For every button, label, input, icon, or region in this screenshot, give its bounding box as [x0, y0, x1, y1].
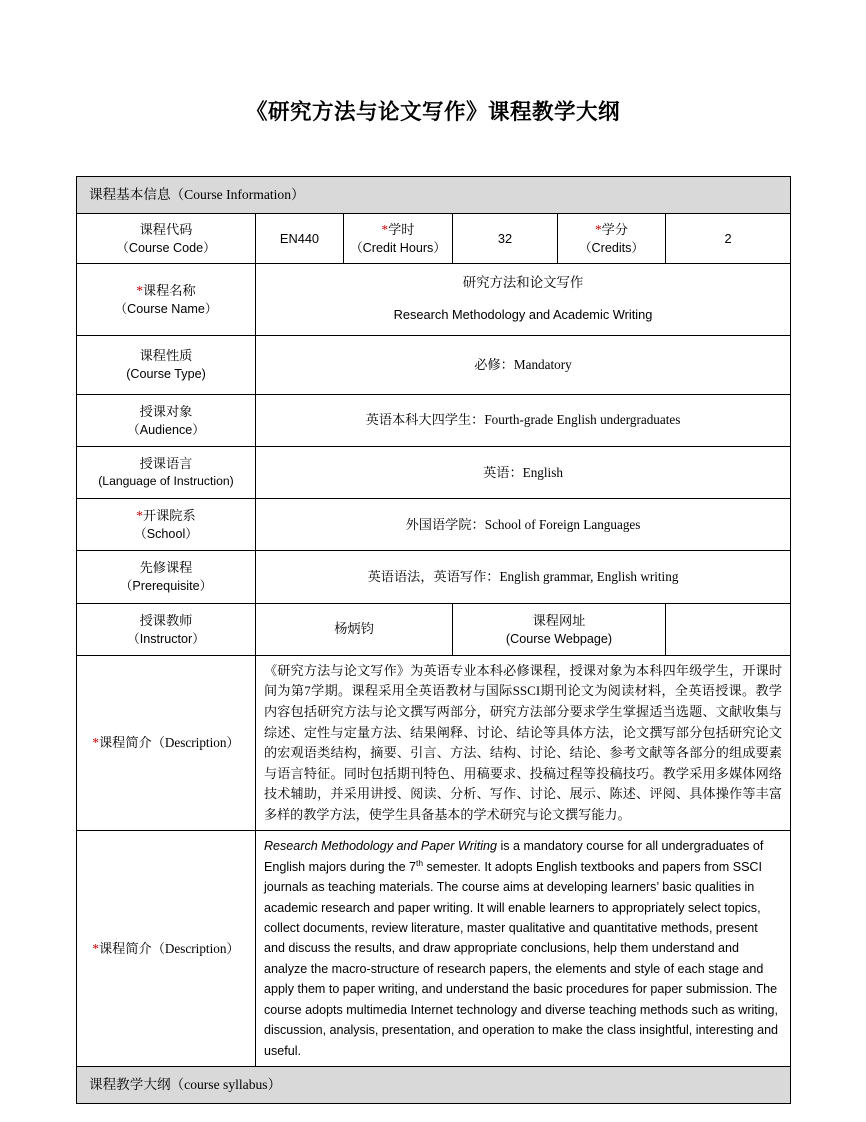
description-english-part-1: is a mandatory course for all undergraduates of English majors during the 7	[264, 839, 764, 874]
label-credits-en: （Credits）	[578, 241, 645, 256]
table-row-description-chinese	[77, 655, 791, 830]
label-audience-cn: 授课对象	[139, 403, 193, 419]
label-prerequisite-cn: 先修课程	[139, 560, 193, 576]
value-prerequisite: 英语语法，英语写作：English grammar, English writing	[256, 551, 791, 603]
label-course-webpage-cn: 课程网址	[532, 612, 586, 628]
description-english-superscript: th	[416, 857, 424, 868]
table-row-course-name	[77, 264, 791, 336]
required-mark-course-name: *	[136, 282, 143, 298]
table-row-prerequisite	[77, 551, 791, 603]
label-school-en: （School）	[134, 526, 198, 541]
description-english-title: Research Methodology and Paper Writing	[264, 839, 497, 854]
section-header-course-information: 课程基本信息（Course Information）	[77, 176, 791, 213]
label-instructor-en: （Instructor）	[127, 631, 205, 646]
value-course-name	[256, 264, 791, 336]
description-english-text	[264, 836, 782, 1061]
label-school	[77, 498, 256, 550]
label-language	[77, 446, 256, 498]
label-course-type	[77, 336, 256, 394]
label-course-code-cn: 课程代码	[139, 221, 193, 237]
value-instructor: 杨炳钧	[256, 603, 453, 655]
label-course-name	[77, 264, 256, 336]
value-course-name-en: Research Methodology and Academic Writing	[393, 307, 653, 323]
table-row-section-info	[77, 176, 791, 213]
label-credit-hours-en: （Credit Hours）	[350, 241, 446, 256]
description-chinese-cell	[256, 655, 791, 830]
label-course-name-en: （Course Name）	[114, 302, 218, 317]
label-credits-cn	[563, 220, 660, 239]
label-audience-en: （Audience）	[127, 422, 205, 437]
label-description-2-text: 课程简介（Description）	[98, 940, 240, 956]
required-mark-school: *	[136, 507, 143, 523]
value-credits: 2	[666, 213, 791, 263]
label-course-webpage	[453, 603, 666, 655]
label-school-cn-text: 开课院系	[142, 507, 196, 523]
label-credits	[558, 213, 666, 263]
label-language-en: (Language of Instruction)	[98, 474, 234, 489]
required-mark-credits: *	[595, 221, 602, 237]
required-mark-description-2: *	[92, 940, 99, 956]
label-course-name-cn-text: 课程名称	[142, 282, 196, 298]
value-course-webpage[interactable]	[666, 603, 791, 655]
table-row-school	[77, 498, 791, 550]
label-prerequisite	[77, 551, 256, 603]
label-audience	[77, 394, 256, 446]
label-credits-cn-text: 学分	[601, 221, 628, 237]
required-mark-description-1: *	[92, 735, 99, 751]
table-row-code-hours-credits	[77, 213, 791, 263]
label-course-code-en: （Course Code）	[116, 241, 216, 256]
label-course-code	[77, 213, 256, 263]
label-course-type-cn: 课程性质	[139, 348, 193, 364]
value-course-type: 必修：Mandatory	[256, 336, 791, 394]
label-credit-hours-cn-text: 学时	[388, 221, 415, 237]
value-language: 英语：English	[256, 446, 791, 498]
label-description-1-text: 课程简介（Description）	[98, 735, 240, 751]
page-title: 《研究方法与论文写作》课程教学大纲	[245, 100, 620, 124]
label-course-webpage-en: (Course Webpage)	[505, 631, 613, 646]
label-prerequisite-en: （Prerequisite）	[119, 579, 213, 594]
description-chinese-text: 《研究方法与论文写作》为英语专业本科必修课程，授课对象为本科四年级学生，开课时间为第7学期。课程采用全英语教材与国际SSCI期刊论文为阅读材料，全英语授课。教学内容包括研究方法与论文撰写两部分，研究方法部分要求学生掌握适当选题、文献收集与综述、定性与定量方法、结果阐释、讨论、结论等具体方法，论文撰写部分包括研究论文的宏观语类结构，摘要、引言、方法、结构、讨论、结论、参考文献等各部分的组成要素与语言特征。同时包括期刊特色、用稿要求、投稿过程等投稿技巧。教学采用多媒体网络技术辅助，并采用讲授、阅读、分析、写作、讨论、展示、陈述、评阅、具体操作等丰富多样的教学方法，使学生具备基本的学术研究与论文撰写能力。	[264, 662, 783, 822]
value-credit-hours: 32	[453, 213, 558, 263]
table-row-section-syllabus	[77, 1067, 791, 1104]
value-school: 外国语学院：School of Foreign Languages	[256, 498, 791, 550]
label-description-2	[77, 831, 256, 1067]
value-course-code: EN440	[256, 213, 344, 263]
table-row-instructor-webpage	[77, 603, 791, 655]
label-course-type-en: (Course Type)	[126, 367, 206, 382]
description-english-part-2: semester. It adopts English textbooks and papers from SSCI journals as teaching materials. The course aims at developing learners’ basic qualities in academic research and paper writing. It will enable learners to appropriately select topics, collect documents, review literature, master qualitative and quantitative methods, present and discuss the results, and draw appropriate conclusions, help them understand and analyze the macro-structure of research papers, the elements and style of each stage and apply them to paper writing, and understand the basic procedures for paper submission. The course adopts multimedia Internet technology and diverse teaching methods such as writing, discussion, analysis, presentation, and operation to make the class insightful, interesting and useful.	[264, 859, 779, 1058]
table-row-course-type	[77, 336, 791, 394]
description-english-cell	[256, 831, 791, 1067]
value-course-name-cn: 研究方法和论文写作	[462, 275, 584, 291]
course-information-table	[76, 176, 791, 1104]
label-instructor	[77, 603, 256, 655]
value-audience: 英语本科大四学生：Fourth-grade English undergraduates	[256, 394, 791, 446]
label-course-name-cn	[82, 281, 250, 300]
label-description-1	[77, 655, 256, 830]
section-header-course-syllabus: 课程教学大纲（course syllabus）	[77, 1067, 791, 1104]
label-credit-hours	[344, 213, 453, 263]
label-language-cn: 授课语言	[139, 455, 193, 471]
table-row-audience	[77, 394, 791, 446]
label-school-cn	[82, 506, 250, 525]
table-row-language	[77, 446, 791, 498]
required-mark-credit-hours: *	[381, 221, 389, 237]
label-instructor-cn: 授课教师	[139, 612, 193, 628]
label-credit-hours-cn	[349, 220, 447, 239]
table-row-description-english	[77, 831, 791, 1067]
